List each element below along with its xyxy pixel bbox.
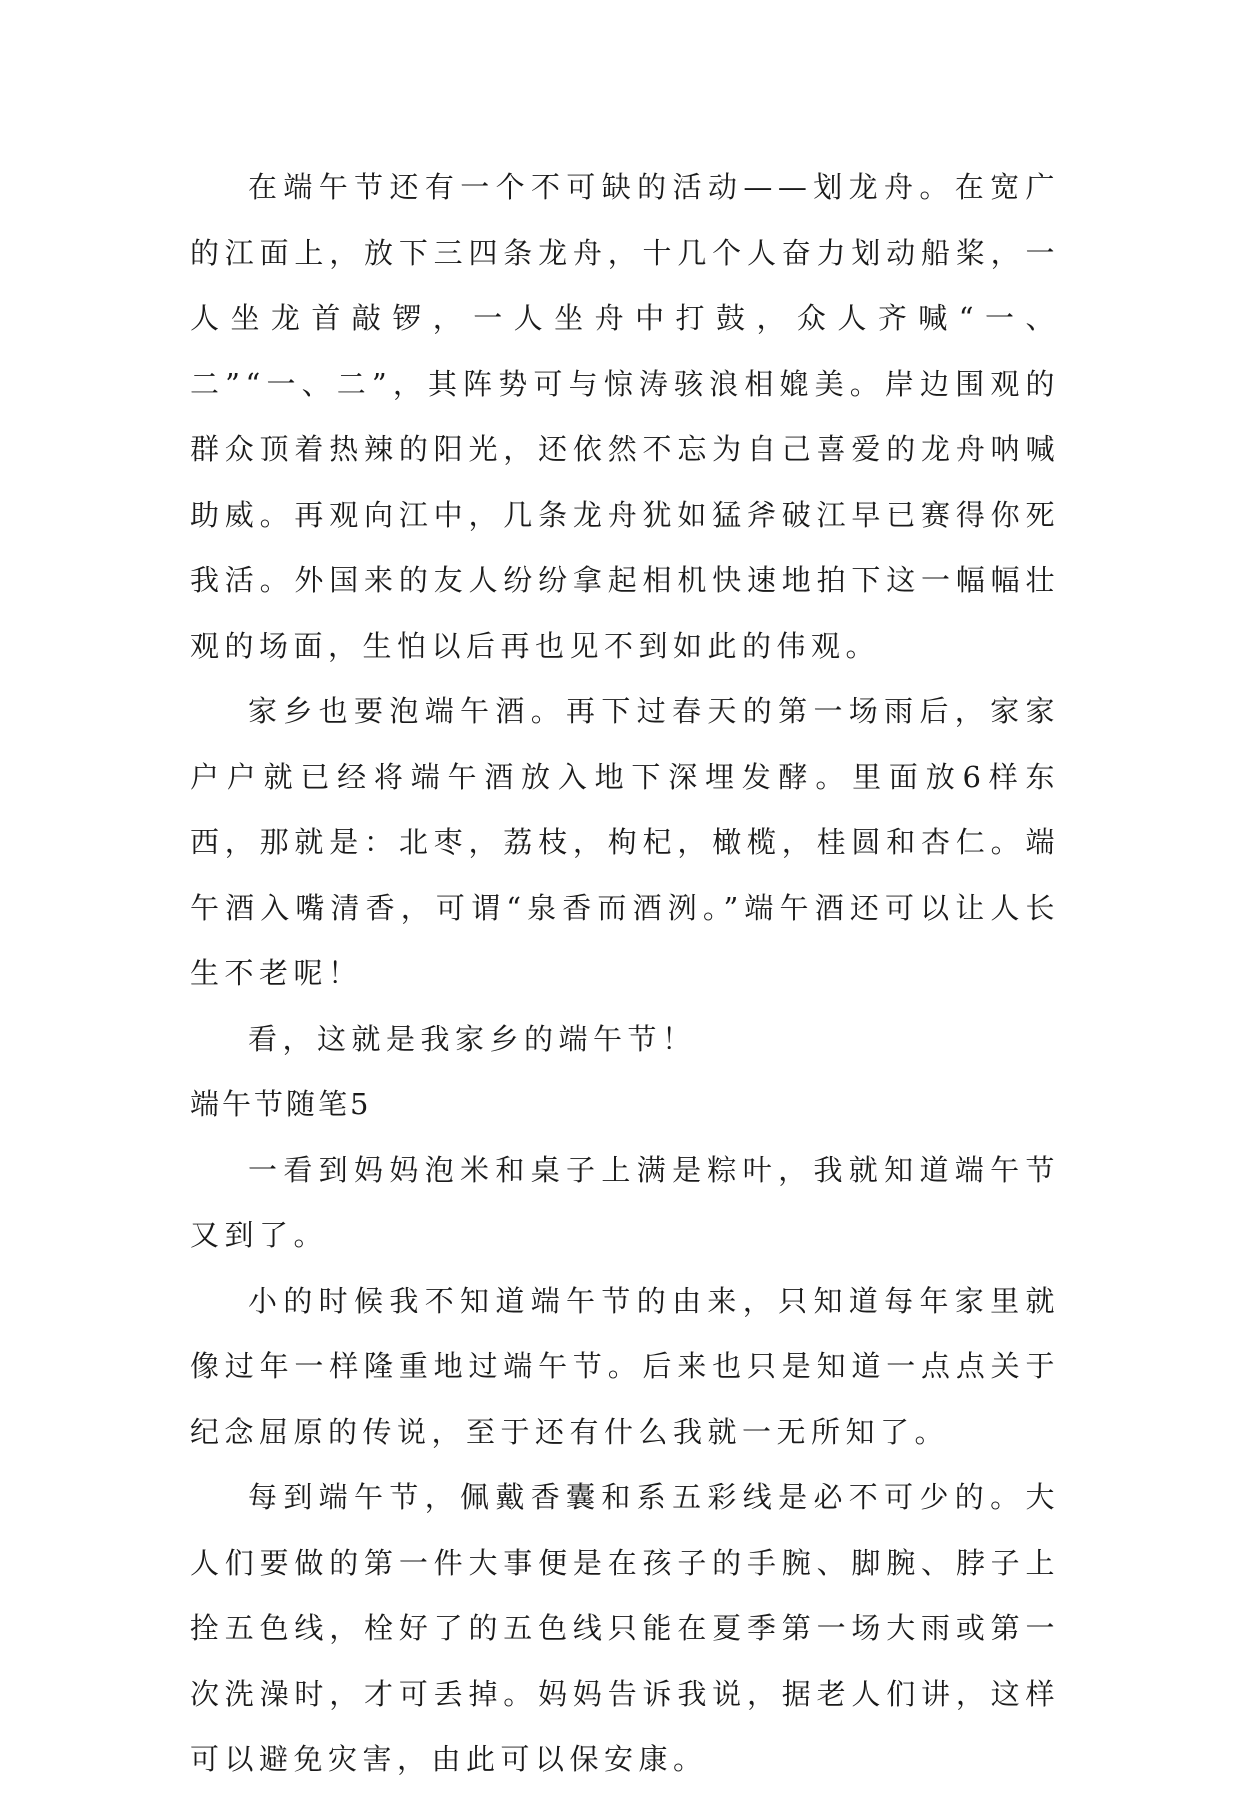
- paragraph-childhood: 小的时候我不知道端午节的由来，只知道每年家里就像过年一样隆重地过端午节。后来也只是知道一点点关于纪念屈原的传说，至于还有什么我就一无所知了。: [190, 1283, 1060, 1449]
- paragraph-dragon-boat: 在端午节还有一个不可缺的活动——划龙舟。在宽广的江面上，放下三四条龙舟，十几个人奋力划动船桨，一人坐龙首敲锣，一人坐舟中打鼓，众人齐喊“一、二”“一、二”，其阵势可与惊涛骇浪相媲美。岸边围观的群众顶着热辣的阳光，还依然不忘为自己喜爱的龙舟呐喊助威。再观向江中，几条龙舟犹如猛斧破江早已赛得你死我活。外国来的友人纷纷拿起相机快速地拍下这一幅幅壮观的场面，生怕以后再也见不到如此的伟观。: [190, 170, 1060, 663]
- section-title: 端午节随笔5: [190, 1087, 372, 1121]
- paragraph-duanwu-wine: 家乡也要泡端午酒。再下过春天的第一场雨后，家家户户就已经将端午酒放入地下深埋发酵。里面放6样东西，那就是：北枣，荔枝，枸杞，橄榄，桂圆和杏仁。端午酒入嘴清香，可谓“泉香而酒洌。”端午酒还可以让人长生不老呢！: [190, 694, 1060, 990]
- paragraph-conclusion: 看，这就是我家乡的端午节！: [248, 1021, 697, 1056]
- paragraph-five-color-thread: 每到端午节，佩戴香囊和系五彩线是必不可少的。大人们要做的第一件大事便是在孩子的手腕、脚腕、脖子上拴五色线，栓好了的五色线只能在夏季第一场大雨或第一次洗澡时，才可丢掉。妈妈告诉我说，据老人们讲，这样可以避免灾害，由此可以保安康。: [190, 1480, 1060, 1776]
- document-body: [190, 155, 1060, 1793]
- paragraph-zongzi: 一看到妈妈泡米和桌子上满是粽叶，我就知道端午节又到了。: [190, 1152, 1060, 1252]
